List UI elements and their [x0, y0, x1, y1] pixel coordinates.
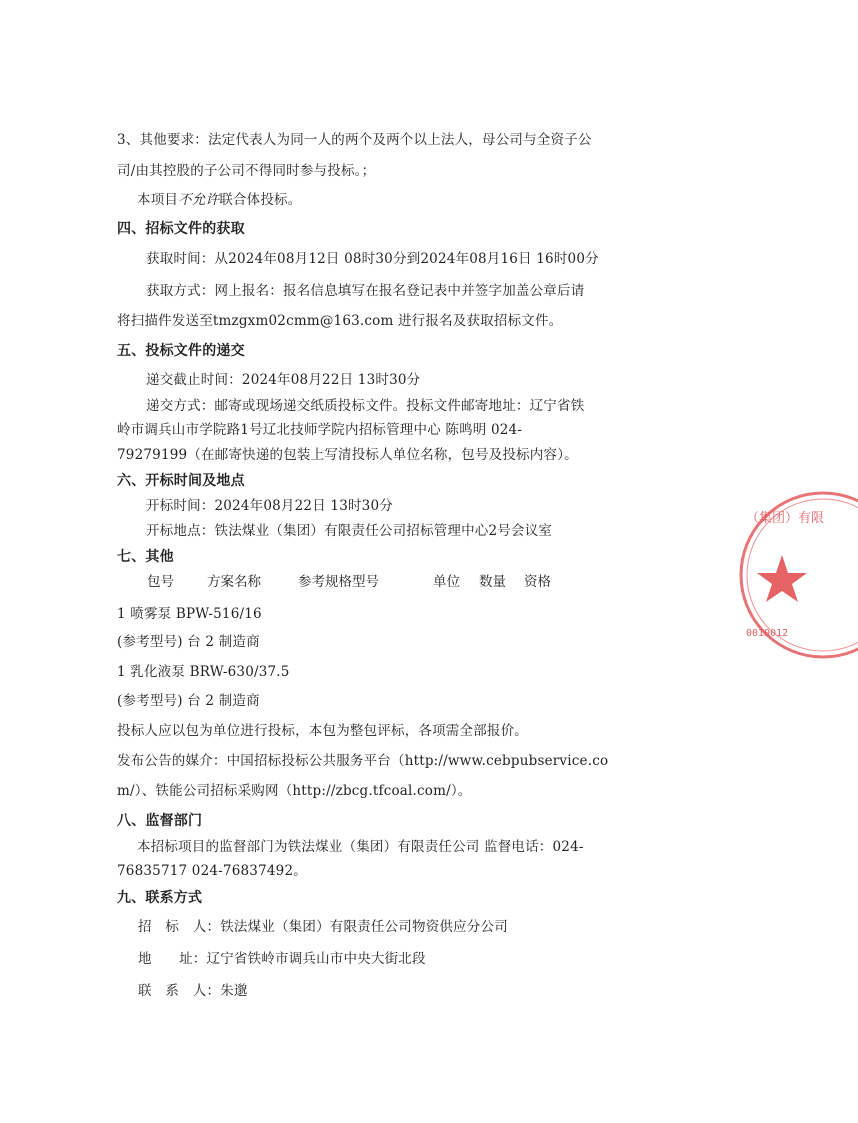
para-other-requirements: 3、其他要求：法定代表人为同一人的两个及两个以上法人，母公司与全资子公: [117, 132, 592, 148]
contact-address: 地 址：辽宁省铁岭市调兵山市中央大街北段: [138, 951, 426, 967]
contact-person: 联 系 人：朱邈: [138, 983, 248, 999]
section-heading-8: 八、监督部门: [117, 813, 203, 829]
opening-location: 开标地点：铁法煤业（集团）有限责任公司招标管理中心2号会议室: [146, 523, 553, 539]
consortium-prefix: 本项目: [137, 192, 179, 208]
section-heading-9: 九、联系方式: [117, 890, 203, 906]
item-row-2: 1 乳化液泵 BRW-630/37.5: [117, 664, 290, 680]
submit-method-cont1: 岭市调兵山市学院路1号辽北技师学院内招标管理中心 陈鸣明 024-: [117, 422, 523, 438]
section-heading-4: 四、招标文件的获取: [117, 221, 245, 237]
publication-media: 发布公告的媒介：中国招标投标公共服务平台（http://www.cebpubservice.co: [117, 753, 609, 769]
col-header-spec: 参考规格型号: [298, 574, 379, 590]
opening-time: 开标时间：2024年08月22日 13时30分: [146, 498, 393, 514]
col-header-package: 包号: [147, 574, 174, 590]
item-row-1-cont: (参考型号) 台 2 制造商: [117, 634, 260, 650]
contact-tenderer: 招 标 人：铁法煤业（集团）有限责任公司物资供应分公司: [138, 919, 508, 935]
consortium-not-allowed: 不允许: [178, 192, 220, 208]
submit-deadline: 递交截止时间：2024年08月22日 13时30分: [146, 372, 421, 388]
col-header-qualification: 资格: [524, 574, 551, 590]
supervision-cont: 76835717 024-76837492。: [117, 863, 307, 879]
supervision: 本招标项目的监督部门为铁法煤业（集团）有限责任公司 监督电话：024-: [137, 839, 584, 855]
para-consortium: [137, 191, 301, 209]
submit-method: 递交方式：邮寄或现场递交纸质投标文件。投标文件邮寄地址：辽宁省铁: [146, 398, 585, 414]
stamp-text-top: （集团）有限: [746, 511, 825, 526]
acquire-method: 获取方式：网上报名：报名信息填写在报名登记表中并签字加盖公章后请: [146, 283, 585, 299]
section-heading-6: 六、开标时间及地点: [117, 473, 245, 489]
item-row-1: 1 喷雾泵 BPW-516/16: [117, 606, 262, 622]
para-other-requirements-cont: 司/由其控股的子公司不得同时参与投标。；: [117, 163, 376, 179]
acquire-time: 获取时间：从2024年08月12日 08时30分到2024年08月16日 16时00分: [146, 251, 599, 267]
publication-media-cont: m/）、铁能公司招标采购网（http://zbcg.tfcoal.com/）。: [117, 783, 472, 799]
acquire-method-cont: 将扫描件发送至tmzgxm02cmm@163.com 进行报名及获取招标文件。: [117, 313, 563, 329]
col-header-qty: 数量: [479, 574, 506, 590]
company-seal-stamp: [738, 490, 858, 660]
section-heading-5: 五、投标文件的递交: [117, 343, 245, 359]
item-row-2-cont: (参考型号) 台 2 制造商: [117, 693, 260, 709]
col-header-unit: 单位: [433, 574, 460, 590]
submit-method-cont2: 79279199（在邮寄快递的包装上写清投标人单位名称，包号及投标内容）。: [117, 447, 578, 463]
consortium-suffix: 联合体投标。: [219, 192, 302, 208]
col-header-scheme: 方案名称: [207, 574, 261, 590]
stamp-serial: 0010012: [746, 628, 789, 639]
bid-note: 投标人应以包为单位进行投标，本包为整包评标，各项需全部报价。: [117, 723, 528, 739]
section-heading-7: 七、其他: [117, 549, 174, 565]
